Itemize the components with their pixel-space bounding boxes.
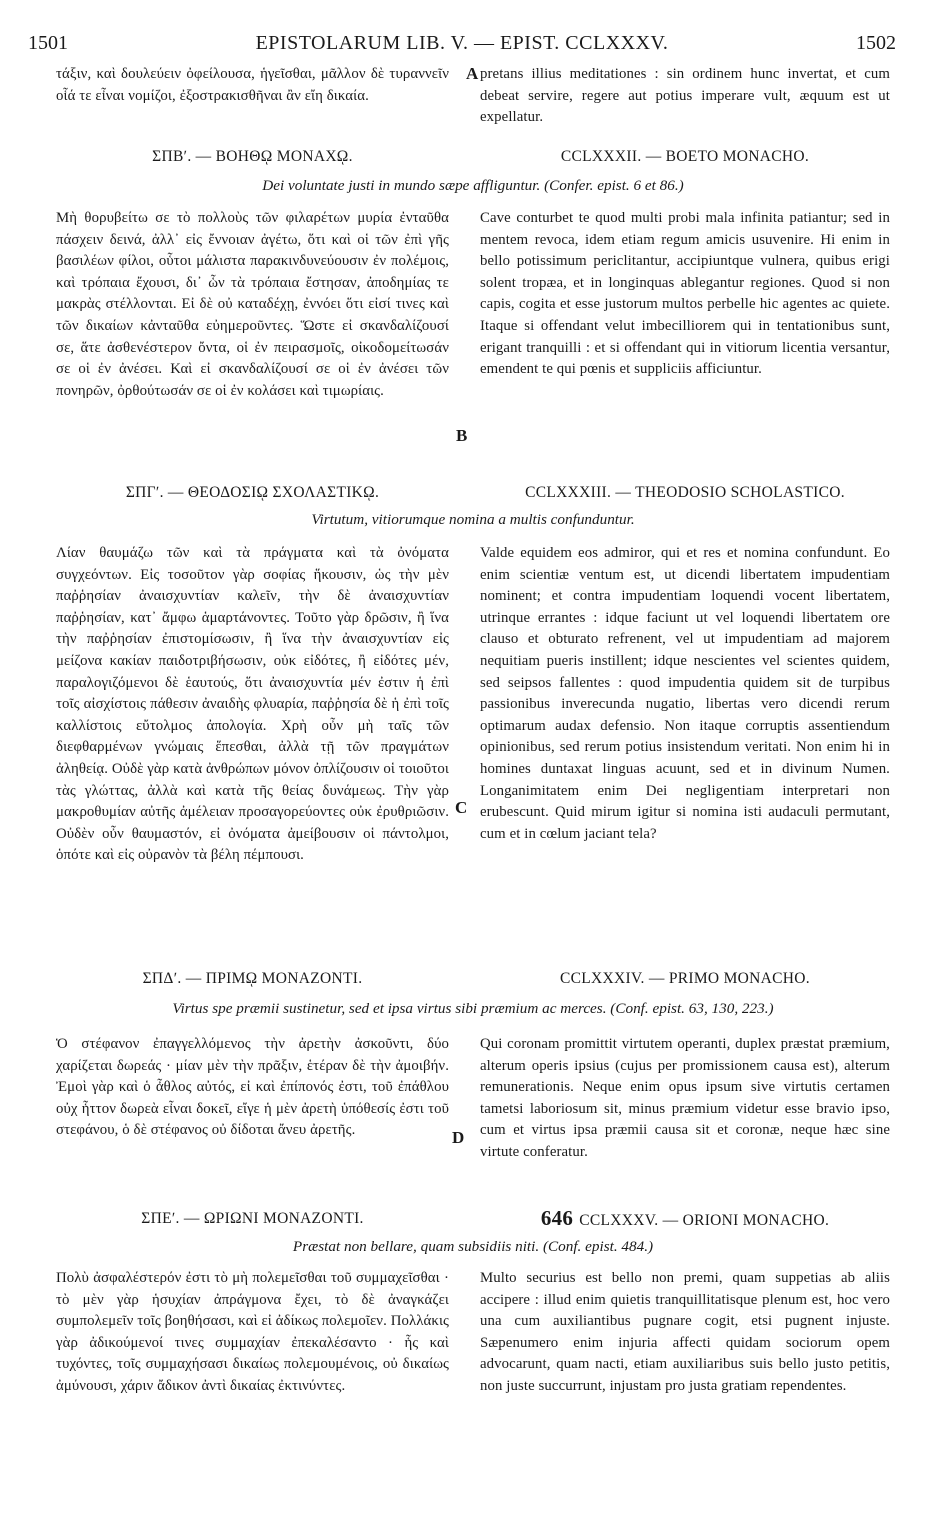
summary-285: Præstat non bellare, quam subsidiis niti. (Conf. epist. 484.) [292,1238,654,1255]
greek-text-285: Πολὺ ἀσφαλέστερόν ἐστι τὸ μὴ πολεμεῖσθαι τοῦ συμμαχεῖσθαι · τὸ μὲν γὰρ ἡσυχίαν ἀπράγμονα ἔχει, τὸ δὲ ἀναγκάζει συμπολεμεῖν τοῖς βοηθήσασι, καὶ εἰ ἀδίκως πολεμοῖεν. Πολλάκις γὰρ ἀδικούμενοί τινες συμμαχίαν ἐπεκαλέσαντο · ἧς καὶ τυχόντες, τοῖς συμμαχήσασι δικαίως πολεμουμένοις, οὐ δικαίως ἀμύνουσι, χάριν ἄδικον ἀντὶ δικαίας ἐκτινύντες. [56,1270,449,1394]
prev-latin-text: pretans illius meditationes : sin ordinem hunc invertat, et cum debeat servire, regere aut potius imperare vult, æquum est ut expellatur. [480,66,890,126]
running-header [28,32,896,58]
summary-284: Virtus spe præmii sustinetur, sed et ipsa virtus sibi præmium ac merces. (Conf. epist. 63, 130, 223.) [172,1000,774,1017]
summary-283: Virtutum, vitiorumque nomina a multis confunduntur. [311,511,635,528]
latin-text-283: Valde equidem eos admiror, qui et res et nomina confundunt. Eo enim scientiæ ventum est, ut dicendi libertatem impudentiam nominent; et contra impudentiam loquendi vocent libertatem, utrinque errantes : idque faciunt ut vel loquendi libertatem ore clauso et obturato refrenent, vel ut impudentiam ad majorem nequitiam pueris instillent; idque nescientes vel scientes quidem, sed seipsos fallentes : quod impudentia quidem sit de turpibus passionibus inverecunda nugatio, libertas vero dicendi rerum optimarum audax defensio. Non itaque corruptis assentiendum opinionibus, sed rerum potius insistendum veritati. Non enim hi in homines duntaxat linguas acuunt, sed et in divinum Numen. Longanimitatem enim Dei negligentiam interpretari non erubescunt. Quid mirum igitur si nomina isti audaculi permutant, cum et in cœlum jaciant tela? [480,545,890,842]
margin-letter-d: D [452,1128,465,1147]
column-number: 646 [540,1206,574,1230]
latin-title-285: CCLXXXV. — ORIONI MONACHO. [579,1212,830,1229]
prev-greek-text: τάξιν, καὶ δουλεύειν ὀφείλουσα, ἡγεῖσθαι, μᾶλλον δὲ τυραννεῖν οἷά τε εἶναι νομίζοι, ἐξοστρακισθῆναι ἂν εἴη δικαία. [56,66,449,104]
summary-282: Dei voluntate justi in mundo sæpe affliguntur. (Confer. epist. 6 et 86.) [262,177,684,194]
greek-title-283: ΣΠΓʹ. — ΘΕΟΔΟΣΙῼ ΣΧΟΛΑΣΤΙΚῼ. [125,484,380,501]
latin-text-284: Qui coronam promittit virtutem operanti, duplex præstat præmium, alterum operis ipsius (cujus per promissionem causa est), alterum remunerationis. Neque enim opus ipsum sive virtutis certamen tametsi laboriosum sit, minus præmium videtur esse bravio ipso, cum et virtus ipsa præmii causa sit et coronæ, neque hæc sine virtute conferatur. [480,1036,890,1160]
greek-text-284: Ὁ στέφανον ἐπαγγελλόμενος τὴν ἀρετὴν ἀσκοῦντι, δύο χαρίζεται δωρεάς · μίαν μὲν τὴν πρᾶξιν, ἑτέραν δὲ τὴν ἀμοιβήν. Ἐμοὶ γὰρ καὶ ὁ ἆθλος αὐτός, εἰ καὶ ἐπίπονός ἐστι, τοῦ ἐπάθλου οὐχ ἧττον δωρεὰ εἶναι δοκεῖ, εἴγε ἡ μὲν ἀρετὴ ὑπόθεσίς ἐστι τοῦ στεφάνου, ὁ δὲ στέφανος οὐ δίδοται ἄνευ ἀρετῆς. [56,1036,449,1139]
greek-text-283: Λίαν θαυμάζω τῶν καὶ τὰ πράγματα καὶ τὰ ὀνόματα συγχεόντων. Εἰς τοσοῦτον γὰρ σοφίας ἥκουσιν, ὡς τὴν μὲν παῤῥησίαν ἀναισχυντίαν καλεῖν, τὴν δὲ ἀναισχυντίαν παῤῥησίαν, κατ᾽ ἄμφω ἁμαρτάνοντες. Τοῦτο γὰρ δρῶσιν, ἢ ἵνα τὴν παῤῥησίαν ἐπιστομίσωσιν, ἢ ἵνα τὴν ἀναισχυντίαν εἰς μείζονα κακίαν παιδοτριβήσωσιν, οὐκ εἰδότες, ἢ εἰδότες μέν, παραλογιζόμενοι δὲ ἑαυτούς, ὅτι ἀναισχυντία μέν ἐστιν ἡ ἐπὶ τοῖς αἰσχίστοις πάθεσιν ἀναιδὴς φλυαρία, παῤῥησία δὲ ἡ ἐπὶ τοῖς καλλίστοις εὔτολμος ἀπολογία. Χρὴ οὖν μὴ ταῖς τῶν διεφθαρμένων γνώμαις ἕπεσθαι, ἀλλὰ τῇ τῶν πραγμάτων ἀληθείᾳ. Οὐδὲ γὰρ κατὰ ἀνθρώπων μόνον ὀπλίζουσιν οἱ τοιοῦτοι τὰς γλώττας, ἀλλὰ καὶ κατὰ τῆς θείας δυνάμεως. Τὴν γὰρ μακροθυμίαν αὐτῆς ἀμέλειαν προσαγορεύοντες οὐκ ἐρυθριῶσιν. Οὐδὲν οὖν θαυμαστόν, εἰ ὀνόματα ἀμείβουσιν οἱ πάντολμοι, ὁπότε καὶ εἰς οὐρανὸν τὰ βέλη πέμπουσι. [56,545,449,864]
greek-title-282: ΣΠΒʹ. — ΒΟΗΘῼ ΜΟΝΑΧῼ. [152,148,353,165]
latin-text-285: Multo securius est bello non premi, quam suppetias ab aliis accipere : illud enim quietis tranquillitatisque plenum est, hoc vero una cum auxiliantibus pugnare cogit, etsi pugnent injuste. Sæpenumero enim injuria affecti quidam sociorum opem advocarunt, quam nacti, etiam auxiliaribus suis bello justo petitis, non juste succurrunt, injustam pro justa gratiam rependentes. [480,1270,890,1394]
latin-title-282: CCLXXXII. — BOETO MONACHO. [560,148,810,165]
margin-letter-c: C [455,798,468,817]
latin-text-282: Cave conturbet te quod multi probi mala infinita patiantur; sed in mentem revoca, idem etiam regum amicis usuvenire. Hi enim in bello potissimum periclitantur, accipiuntque vulnera, quibus erigi solent tropæa, et in longinquas ablegantur regiones. Quod si non capis, cogita et esse justorum multos perbelle hic agentes ac quiete. Itaque si offendant velut imbecilliorem qui in tentationibus sunt, erigant tranquilli : et si offendant qui in vitiorum licentia versantur, emendent te qui pœnis et suppliciis afficiuntur. [480,210,890,378]
greek-title-284: ΣΠΔʹ. — ΠΡΙΜῼ ΜΟΝΑΖΟΝΤΙ. [142,970,363,987]
running-title: EPISTOLARUM LIB. V. — EPIST. CCLXXXV. [255,32,669,54]
greek-title-285: ΣΠΕʹ. — ΩΡΙΩΝΙ ΜΟΝΑΖΟΝΤΙ. [141,1210,364,1227]
latin-title-283: CCLXXXIII. — THEODOSIO SCHOLASTICO. [525,484,845,501]
margin-letter-a: A [466,64,479,83]
margin-letter-b: B [456,426,468,445]
latin-title-284: CCLXXXIV. — PRIMO MONACHO. [560,970,810,987]
latin-title-285-block [480,1206,890,1231]
page-number-left: 1501 [28,32,68,54]
greek-text-282: Μὴ θορυβείτω σε τὸ πολλοὺς τῶν φιλαρέτων μυρία ἐνταῦθα πάσχειν δεινά, ἀλλ᾽ εἰς ἔννοιαν ἀγέτω, ὅτι καὶ οἱ τῶν ἐπὶ γῆς βασιλέων φίλοι, οὗτοι μάλιστα παρακινδυνεύουσιν ἐν πολέμοις, καὶ τρόπαια ἔχουσι, δι᾽ ὧν τὰ τρόπαια ἔστησαν, ἀποδημίας τε μακρὰς στέλλονται. Εἰ δὲ οὐ καταδέχῃ, ἐννόει ὅτι εἰσί τινες καὶ τῶν δικαίων κἀνταῦθα εὐημεροῦντες. Ὥστε εἰ σκανδαλίζουσί σε, ἅτε ἀσθενέστερον ὄντα, οἱ ἐν πειρασμοῖς, οἰκοδομείτωσάν σε οἱ ἐν ἀνέσει. Καὶ εἰ σκανδαλίζουσί σε οἱ ἐν ἀνέσει τῶν πονηρῶν, ὀρθούτωσάν σε οἱ ἐν κολάσει καὶ τιμωρίαις. [56,210,449,399]
page-number-right: 1502 [856,32,896,54]
